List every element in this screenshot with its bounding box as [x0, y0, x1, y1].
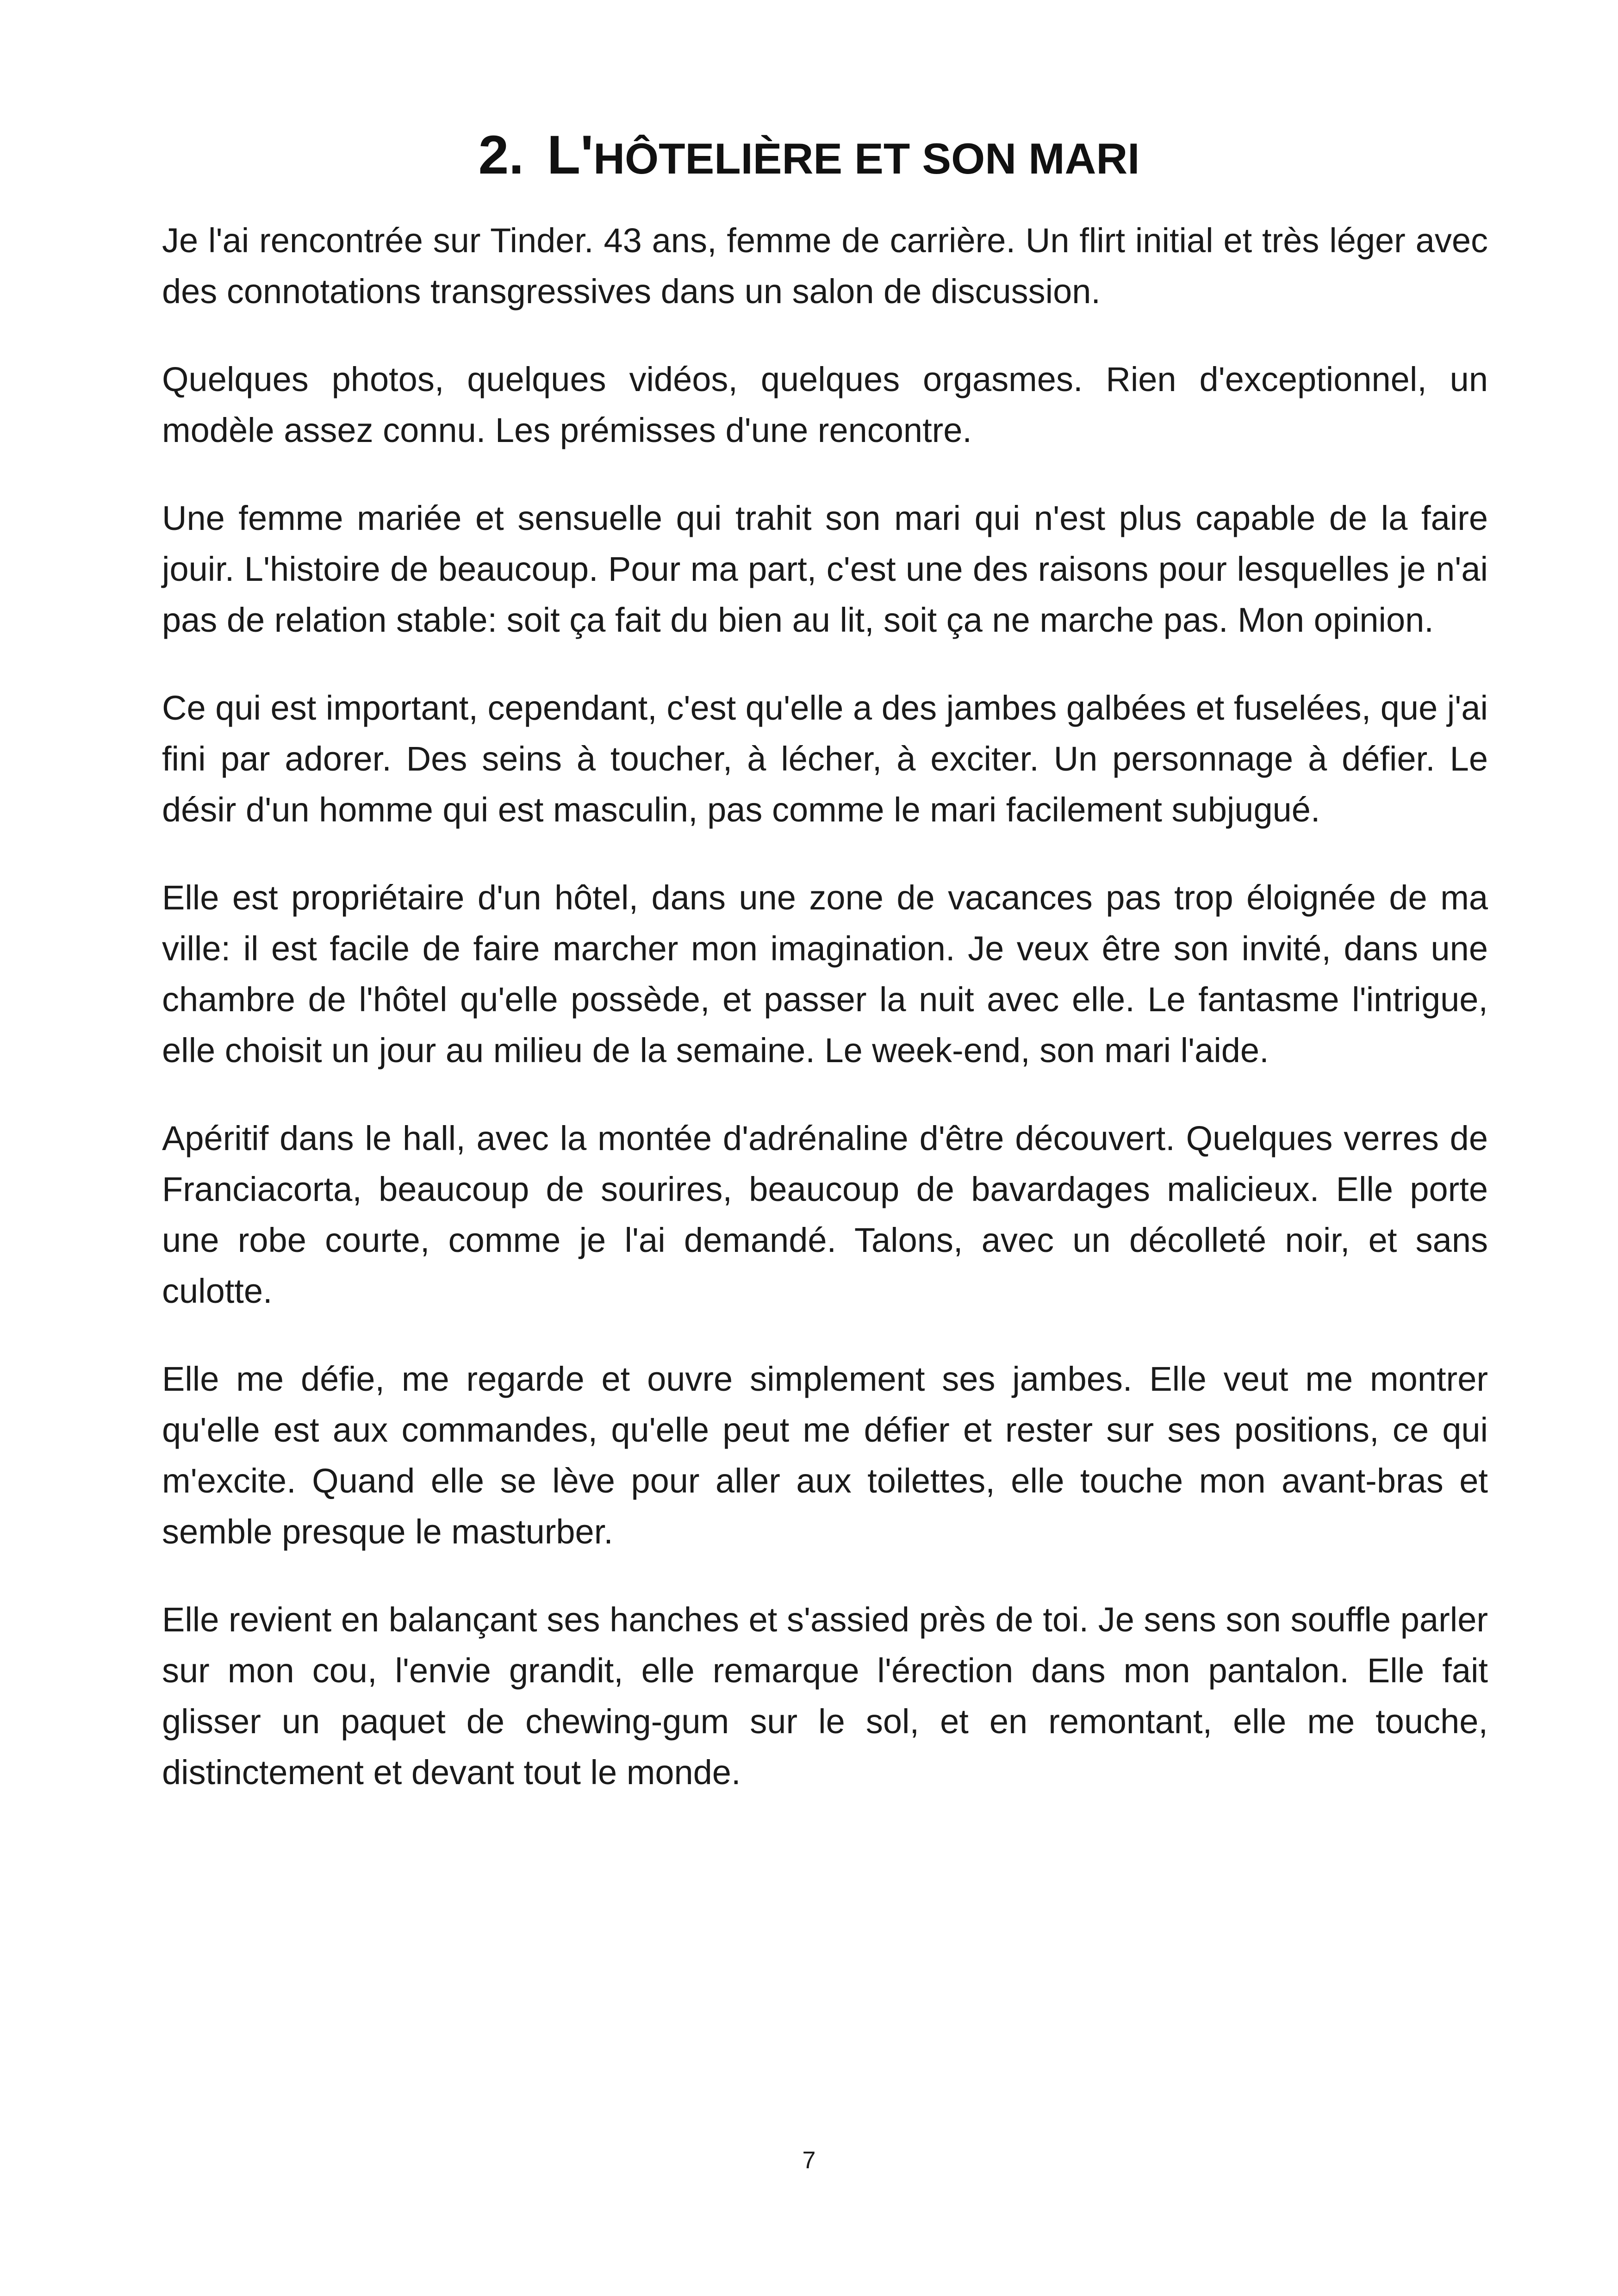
paragraph-1: Je l'ai rencontrée sur Tinder. 43 ans, femme de carrière. Un flirt initial et très léger avec des connotations transgressives dans un salon de discussion.: [162, 221, 1488, 311]
page-number: 7: [802, 2147, 816, 2174]
paragraph-4: Ce qui est important, cependant, c'est qu'elle a des jambes galbées et fuselées, que j'ai fini par adorer. Des seins à toucher, à lécher, à exciter. Un personnage à défier. Le désir d'un homme qui est masculin, pas comme le mari facilement subjugué.: [162, 689, 1488, 829]
chapter-title-initial: L': [547, 124, 594, 186]
chapter-body: [162, 215, 1488, 1835]
chapter-number: 2.: [478, 124, 524, 186]
chapter-title-text: HÔTELIÈRE ET SON MARI: [593, 134, 1140, 183]
paragraph-6: Apéritif dans le hall, avec la montée d'adrénaline d'être découvert. Quelques verres de Franciacorta, beaucoup de sourires, beaucoup de bavardages malicieux. Elle porte une robe courte, comme je l'ai demandé. Talons, avec un décolleté noir, et sans culotte.: [162, 1119, 1488, 1310]
paragraph-8: Elle revient en balançant ses hanches et s'assied près de toi. Je sens son souffle parler sur mon cou, l'envie grandit, elle remarque l'érection dans mon pantalon. Elle fait glisser un paquet de chewing-gum sur le sol, et en remontant, elle me touche, distinctement et devant tout le monde.: [162, 1600, 1488, 1792]
paragraph-3: Une femme mariée et sensuelle qui trahit son mari qui n'est plus capable de la faire jouir. L'histoire de beaucoup. Pour ma part, c'est une des raisons pour lesquelles je n'ai pas de relation stable: soit ça fait du bien au lit, soit ça ne marche pas. Mon opinion.: [162, 499, 1488, 639]
chapter-title: [0, 124, 1618, 186]
paragraph-7: Elle me défie, me regarde et ouvre simplement ses jambes. Elle veut me montrer qu'elle est aux commandes, qu'elle peut me défier et rester sur ses positions, ce qui m'excite. Quand elle se lève pour aller aux toilettes, elle touche mon avant-bras et semble presque le masturber.: [162, 1360, 1488, 1551]
paragraph-2: Quelques photos, quelques vidéos, quelques orgasmes. Rien d'exceptionnel, un modèle assez connu. Les prémisses d'une rencontre.: [162, 360, 1488, 449]
paragraph-5: Elle est propriétaire d'un hôtel, dans une zone de vacances pas trop éloignée de ma ville: il est facile de faire marcher mon imagination. Je veux être son invité, dans une chambre de l'hôtel qu'elle possède, et passer la nuit avec elle. Le fantasme l'intrigue, elle choisit un jour au milieu de la semaine. Le week-end, son mari l'aide.: [162, 878, 1488, 1070]
